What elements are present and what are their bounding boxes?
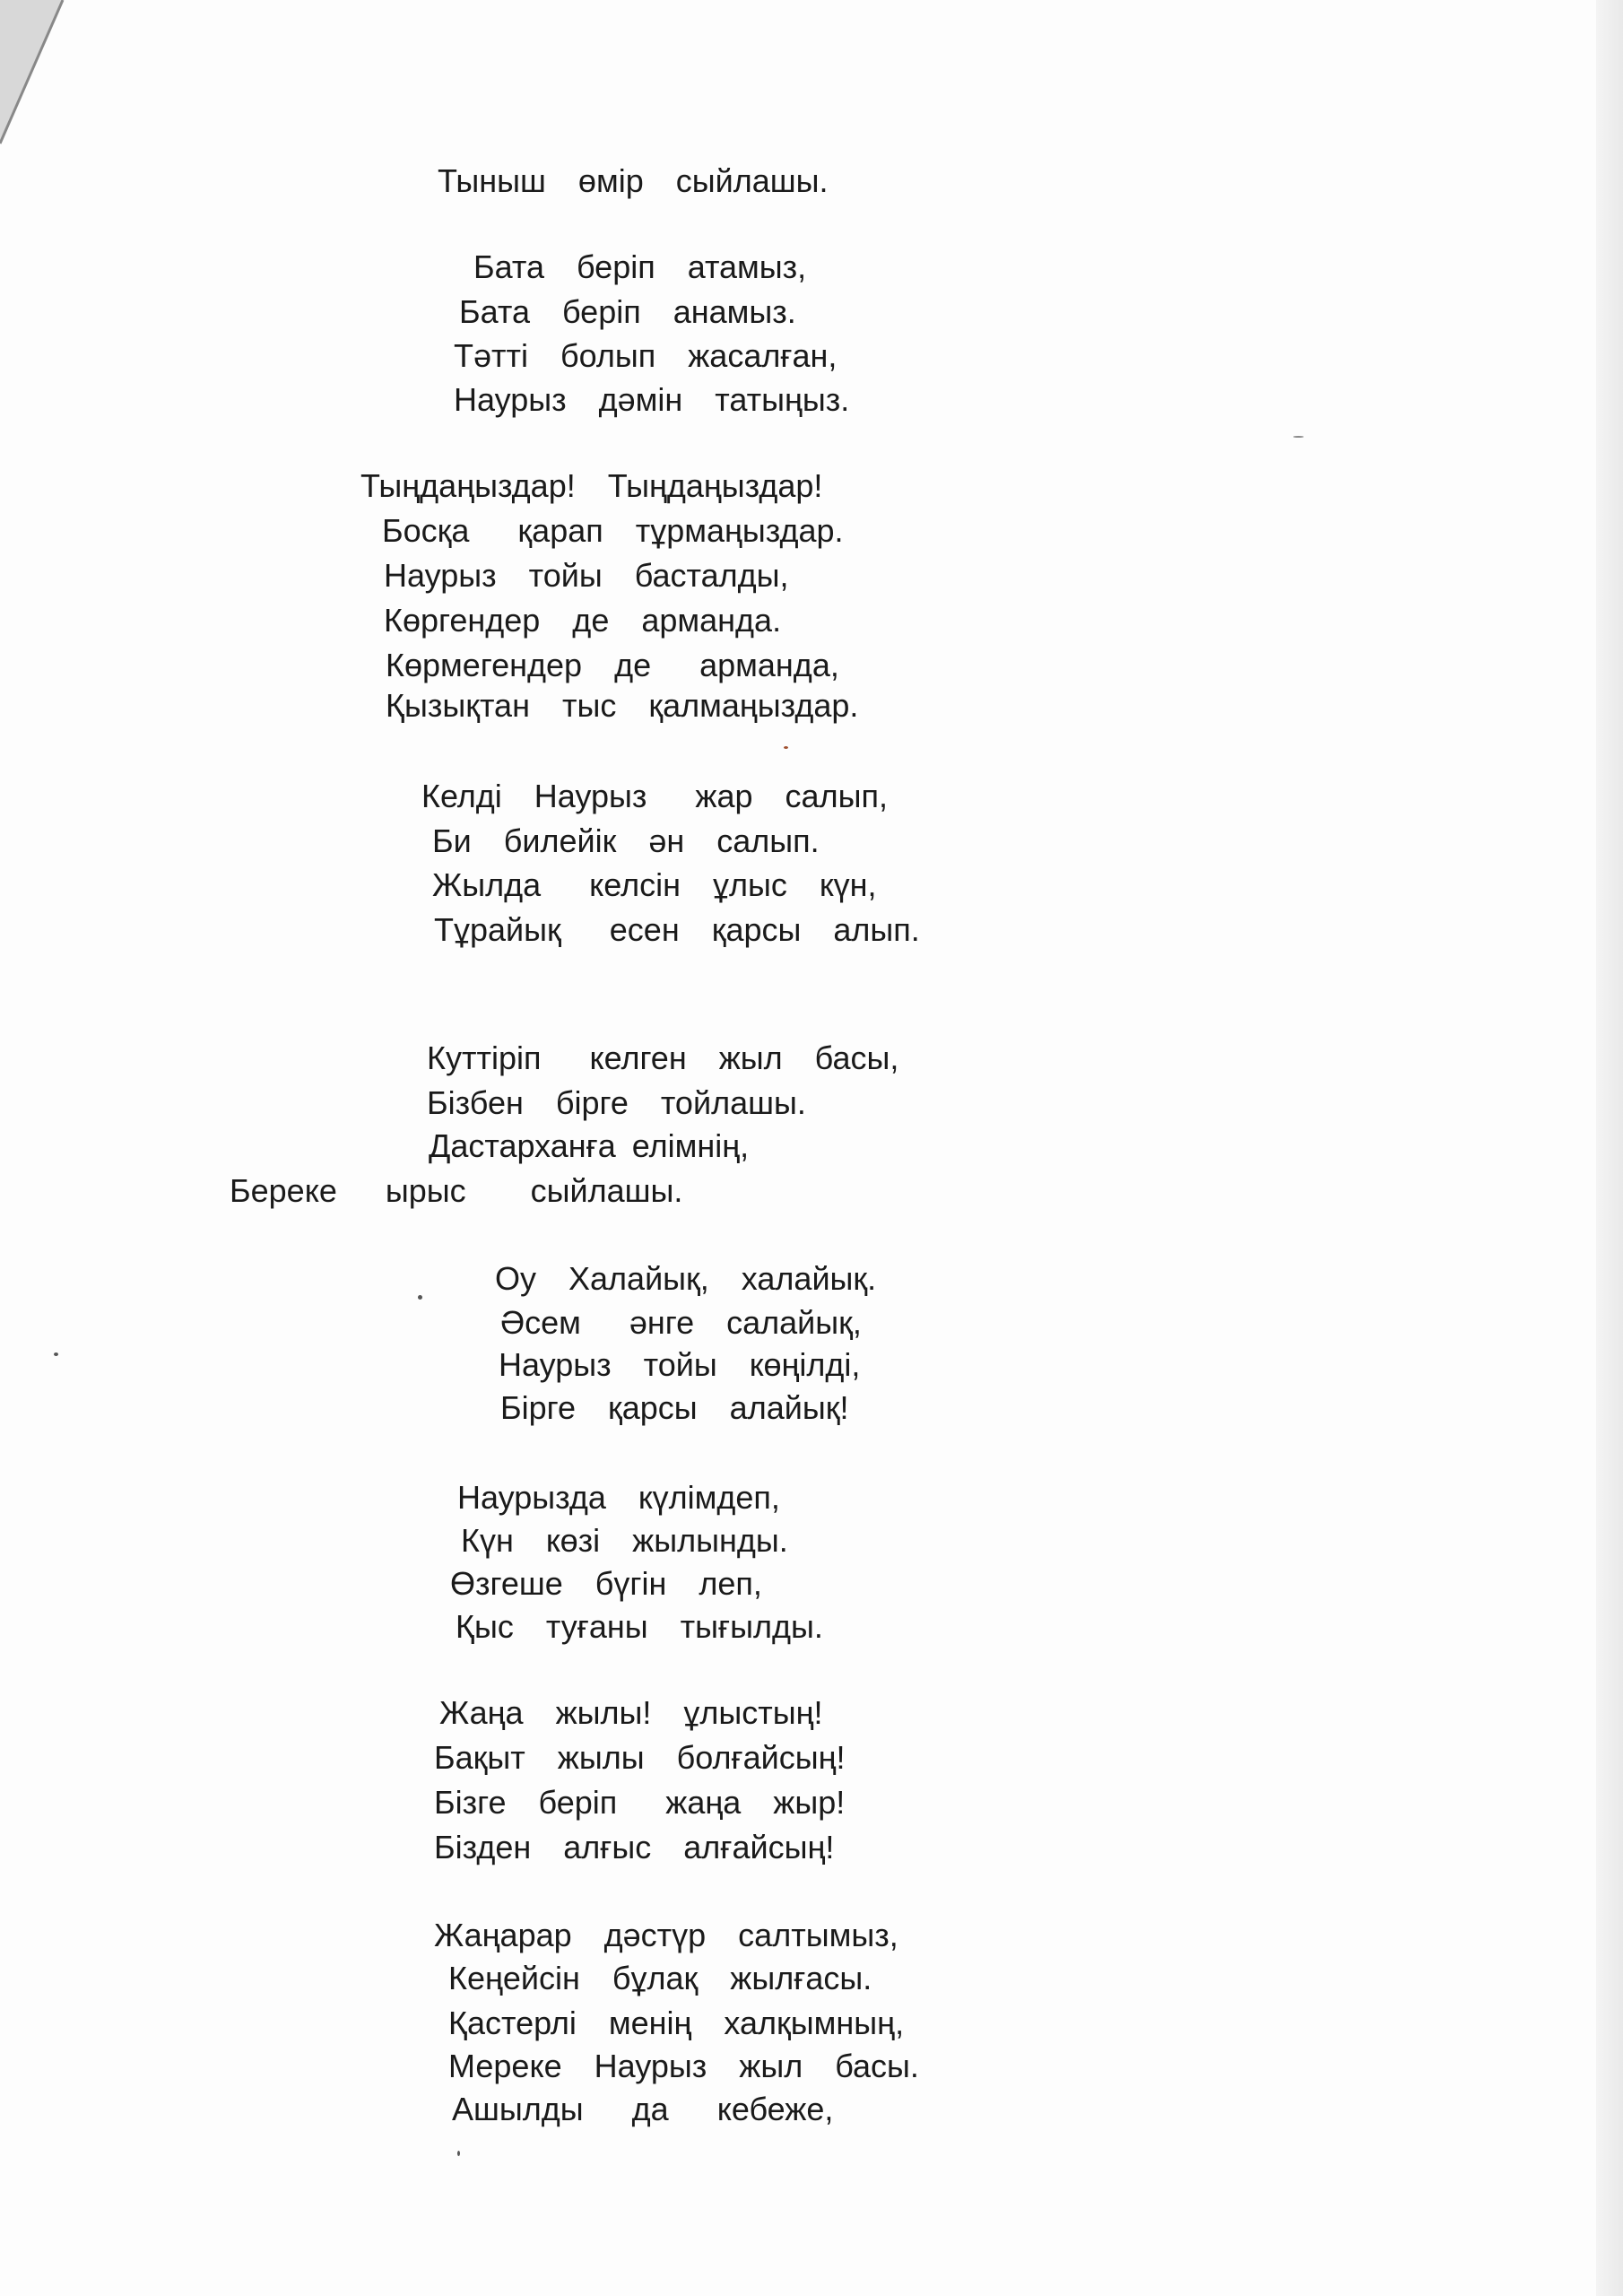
scan-speck [457, 2151, 460, 2156]
poem-line: Әсем әнге салайық, [500, 1304, 862, 1341]
poem-line: Көргендер де арманда. [384, 602, 782, 639]
poem-line: Би билейік ән салып. [432, 822, 820, 859]
poem-line: Тәтті болып жасалған, [454, 337, 838, 374]
poem-line: Бізден алғыс алғайсың! [434, 1829, 835, 1866]
poem-line: Ашылды да кебеже, [452, 2091, 834, 2127]
poem-line: Тыңдаңыздар! Тыңдаңыздар! [360, 467, 823, 504]
scan-edge [1596, 0, 1623, 2296]
poem-line: Оу Халайық, халайық. [495, 1260, 877, 1297]
poem-line: Күн көзі жылынды. [461, 1522, 788, 1559]
scan-speck [784, 746, 788, 749]
poem-line: Куттіріп келген жыл басы, [427, 1039, 899, 1076]
poem-line: Өзгеше бүгін леп, [450, 1565, 762, 1602]
poem-line: Жаңарар дәстүр салтымыз, [434, 1917, 898, 1953]
poem-line: Береке ырыс сыйлашы. [230, 1172, 683, 1209]
poem-line: Жылда келсін ұлыс күн, [432, 866, 877, 903]
poem-line: Наурызда күлімдеп, [457, 1479, 780, 1516]
poem-line: Қастерлі менің халқымның, [448, 2005, 905, 2041]
poem-line: Бізге беріп жаңа жыр! [434, 1784, 846, 1821]
poem-line: Келді Наурыз жар салып, [421, 778, 888, 814]
poem-line: Бақыт жылы болғайсың! [434, 1739, 846, 1776]
scan-speck [418, 1295, 422, 1300]
poem-line: Дастарханға елімнің, [429, 1127, 750, 1164]
poem-line: Наурыз тойы көңілді, [499, 1346, 861, 1383]
scan-speck [54, 1352, 58, 1356]
poem-line: Бізбен бірге тойлашы. [427, 1084, 806, 1121]
poem-line: Қызықтан тыс қалмаңыздар. [386, 687, 859, 724]
scan-speck [1293, 436, 1304, 438]
scan-fold-corner [0, 0, 90, 179]
poem-line: Кеңейсін бұлақ жылғасы. [448, 1960, 872, 1996]
poem-line: Бата беріп атамыз, [473, 248, 807, 285]
poem-line: Мереке Наурыз жыл басы. [448, 2048, 919, 2084]
poem-line: Босқа қарап тұрмаңыздар. [382, 512, 844, 549]
poem-line: Қыс туғаны тығылды. [456, 1608, 823, 1645]
poem-line: Наурыз тойы басталды, [384, 557, 789, 594]
poem-line: Наурыз дәмін татыңыз. [454, 381, 850, 418]
poem-line: Бата беріп анамыз. [459, 293, 796, 330]
poem-line: Бірге қарсы алайық! [500, 1389, 849, 1426]
poem-line: Тыныш өмір сыйлашы. [438, 162, 829, 199]
poem-line: Тұрайық есен қарсы алып. [434, 911, 920, 948]
poem-line: Көрмегендер де арманда, [386, 647, 839, 683]
poem-line: Жаңа жылы! ұлыстың! [439, 1694, 823, 1731]
